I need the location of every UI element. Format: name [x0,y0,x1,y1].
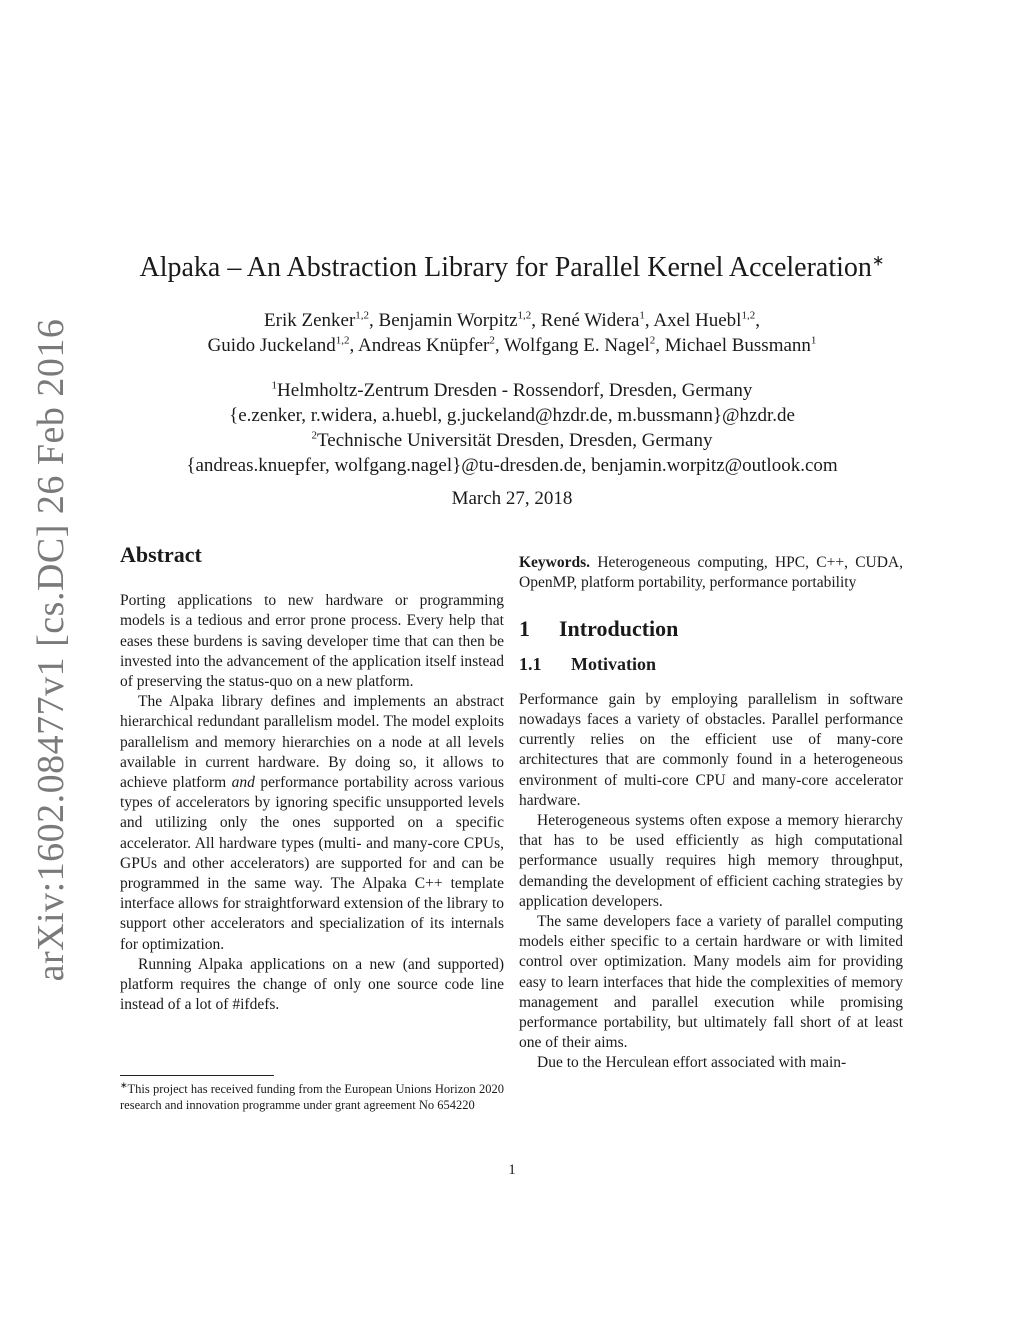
section-heading-introduction: 1 Introduction [519,616,679,642]
author: Guido Juckeland$^{1,2}$, [207,334,358,356]
author-line-2 [0,333,1024,358]
intro-paragraph: The same developers face a variety of parallel computing models either specific to a certain hardware or with limited control over optimization. Many models aim for providing easy to learn interfaces that hide the complexities of memory management and parallel execution while promising performance portability, but ultimately fall short of at least one of their aims. [519,913,903,1052]
author: Axel Huebl$^{1,2}$, [653,309,760,331]
author: René Widera$^1$, [540,309,654,331]
author-list [0,308,1024,358]
author-line-1 [0,308,1024,333]
arxiv-identifier: arXiv:1602.08477v1 [cs.DC] 26 Feb 2016 [30,318,72,982]
intro-paragraph: Heterogeneous systems often expose a memory hierarchy that has to be used efficiently as high computational performance usually requires high memory throughput, demanding the development of efficient caching strategies by application developers. [519,812,903,910]
paper-title [0,252,1024,284]
affiliation-2-emails: {andreas.knuepfer, wolfgang.nagel}@tu-dresden.de, benjamin.worpitz@outlook.com [186,455,838,476]
abstract-heading: Abstract [120,542,202,567]
footnote-divider [120,1075,274,1076]
keywords: Keywords. Heterogeneous computing, HPC, C++, CUDA, OpenMP, platform portability, performance portability [519,554,904,592]
title-footnote-mark: ∗ [871,253,885,270]
author: Andreas Knüpfer$^2$, [358,334,505,356]
left-column [120,542,505,1015]
author: Benjamin Worpitz$^{1,2}$, [378,309,541,331]
page-number: 1 [508,1162,516,1178]
subsection-heading-motivation: 1.1 Motivation [519,653,656,674]
affiliation-1: $^1$Helmholtz-Zentrum Dresden - Rossendorf, Dresden, Germany [271,379,753,401]
affiliation-1-emails: {e.zenker, r.widera, a.huebl, g.juckeland@hzdr.de, m.bussmann}@hzdr.de [229,405,795,426]
abstract-paragraph: Porting applications to new hardware or programming models is a tedious and error prone process. Every help that eases these burdens is saving developer time that can then be invested into the advancement of the application itself instead of preserving the status-quo on a new platform. [120,592,504,691]
right-column [519,553,903,1074]
intro-paragraph: Due to the Herculean effort associated with main- [537,1054,847,1072]
abstract-paragraph: The Alpaka library defines and implements an abstract hierarchical redundant parallelism model. The model exploits parallelism and memory hierarchies on a node at all levels available in current hardware. By doing so, it allows to achieve platform and performance portability across various types of accelerators by ignoring specific unsupported levels and utilizing only the ones supported on a specific accelerator. All hardware types (multi- and many-core CPUs, GPUs and other accelerators) are supported for and can be programmed in the same way. The Alpaka C++ template interface allows for straightforward extension of the library to support other accelerators and specialization of its internals for optimization. [120,693,505,953]
affiliations [0,378,1024,478]
author: Erik Zenker$^{1,2}$, [264,309,379,331]
intro-paragraph: Performance gain by employing parallelism in software nowadays faces a variety of obstacles. Parallel performance currently relies on the efficient use of many-core architectures that are commonly found in a heterogeneous environment of multi-core CPU and many-core accelerator hardware. [519,690,903,809]
footnote: ∗This project has received funding from the European Unions Horizon 2020 research and innovation programme under grant agreement No 654220 [120,1079,504,1112]
title-text: Alpaka – An Abstraction Library for Parallel Kernel Acceleration [139,252,872,283]
author: Michael Bussmann$^1$ [664,334,817,356]
abstract-paragraph: Running Alpaka applications on a new (and supported) platform requires the change of only one source code line instead of a lot of #ifdefs. [120,955,504,1014]
author: Wolfgang E. Nagel$^2$, [504,334,665,356]
paper-date: March 27, 2018 [451,488,573,509]
affiliation-2: $^2$Technische Universität Dresden, Dresden, Germany [311,429,713,451]
